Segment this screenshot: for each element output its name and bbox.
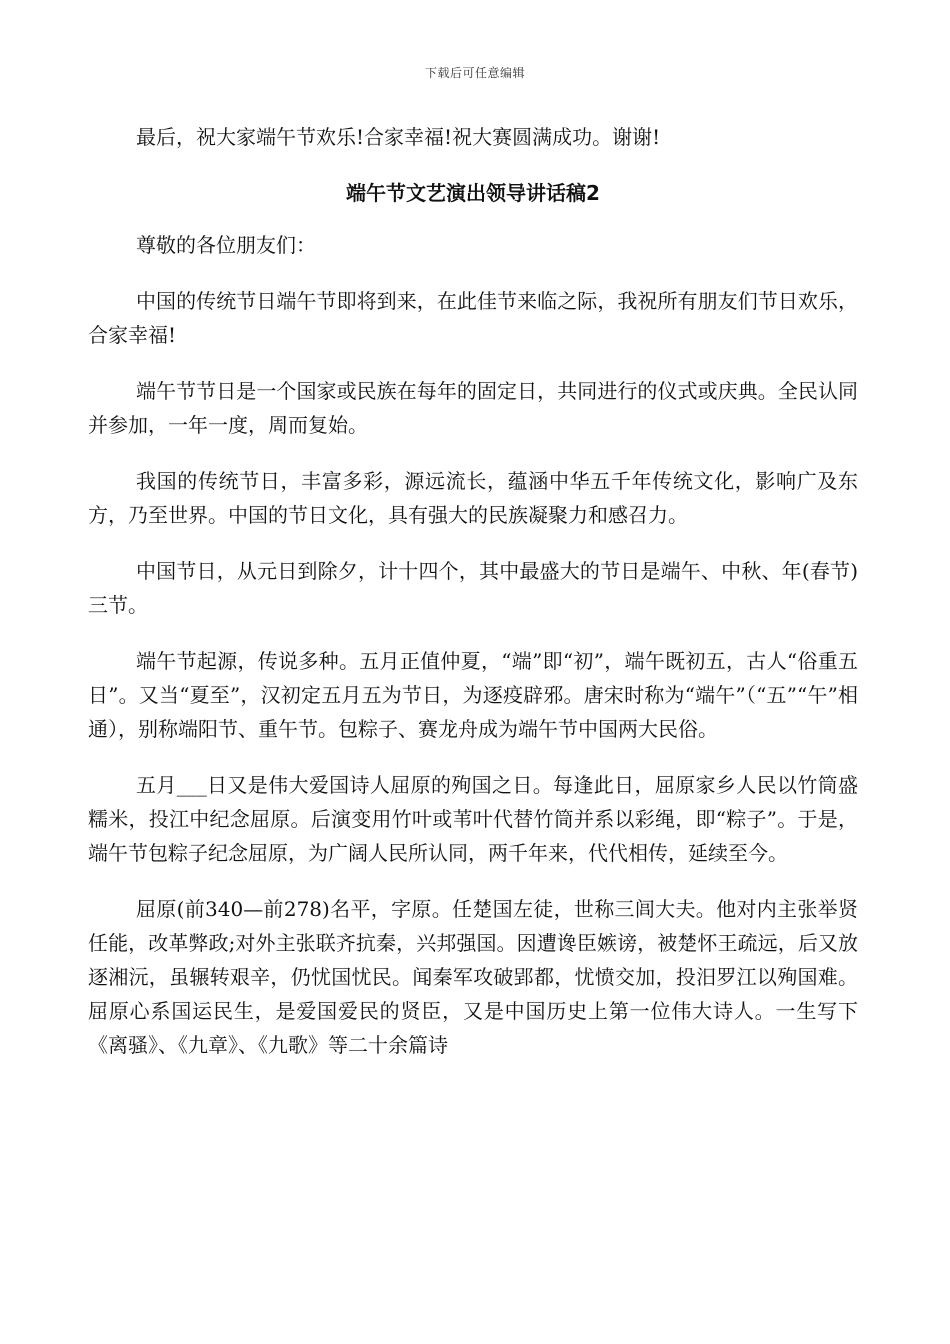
document-body xyxy=(88,120,858,1084)
page-header: 下载后可任意编辑 xyxy=(424,66,525,80)
closing-paragraph: 最后，祝大家端午节欢乐!合家幸福!祝大赛圆满成功。谢谢! xyxy=(136,125,661,149)
body-paragraph: 端午节节日是一个国家或民族在每年的固定日，共同进行的仪式或庆典。全民认同并参加，一年一度，周而复始。 xyxy=(88,379,858,437)
body-paragraph: 屈原(前340—前278)名平，字原。任楚国左徒，世称三闾大夫。他对内主张举贤任能，改革弊政;对外主张联齐抗秦，兴邦强国。因遭谗臣嫉谤，被楚怀王疏远，后又放逐湘沅，虽辗转艰辛，仍忧国忧民。闻秦军攻破郢都，忧愤交加，投汨罗江以殉国难。 屈原心系国运民生，是爱国爱民的贤臣，又是中国历史上第一位伟大诗人。一生写下《离骚》、《九章》、《九歌》等二十余篇诗 xyxy=(88,897,858,1057)
body-paragraph: 我国的传统节日，丰富多彩，源远流长，蕴涵中华五千年传统文化，影响广及东方，乃至世界。中国的节日文化，具有强大的民族凝聚力和感召力。 xyxy=(88,469,858,527)
body-paragraph: 五月___日又是伟大爱国诗人屈原的殉国之日。每逢此日，屈原家乡人民以竹筒盛糯米，投江中纪念屈原。后演变用竹叶或苇叶代替竹筒并系以彩绳，即“粽子”。于是，端午节包粽子纪念屈原，为广阔人民所认同，两千年来，代代相传，延续至今。 xyxy=(88,773,858,865)
salutation-paragraph: 尊敬的各位朋友们： xyxy=(136,233,316,257)
body-paragraph: 端午节起源，传说多种。五月正值仲夏，“端”即“初”，端午既初五，古人“俗重五日”。又当“夏至”，汉初定五月五为节日，为逐疫辟邪。唐宋时称为“端午”（“五”“午”相通），别称端阳节、重午节。包粽子、赛龙舟成为端午节中国两大民俗。 xyxy=(88,649,858,741)
body-paragraph: 中国节日，从元日到除夕，计十四个，其中最盛大的节日是端午、中秋、年(春节)三节。 xyxy=(88,559,858,617)
section-title: 端午节文艺演出领导讲话稿2 xyxy=(346,181,600,205)
body-paragraph: 中国的传统节日端午节即将到来，在此佳节来临之际，我祝所有朋友们节日欢乐，合家幸福! xyxy=(88,289,858,347)
